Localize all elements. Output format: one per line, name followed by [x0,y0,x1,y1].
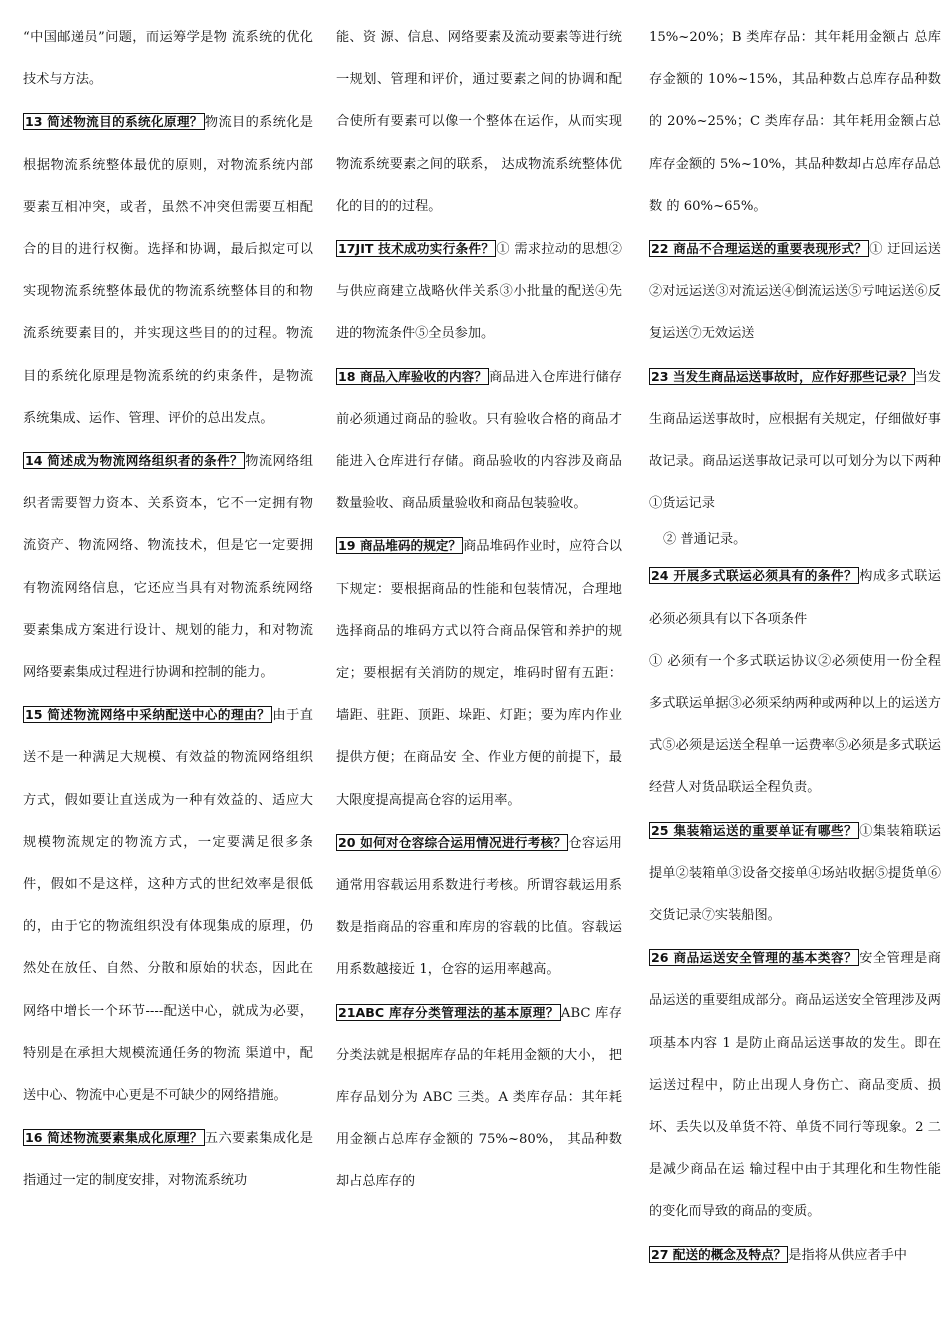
paragraph-text: 物流网络组织者需要智力资本、关系资本，它不一定拥有物流资产、物流网络、物流技术，但是它一定要拥有物流网络信息，它还应当具有对物流系统网络要素集成方案进行设计、规划的能力，和对物流网络要素集成过程进行协调和控制的能力。 [23,454,314,681]
paragraph-text: “中国邮递员”问题，而运筹学是物 流系统的优化技术与方法。 [23,30,313,88]
paragraph [336,822,622,992]
paragraph-text: 物流目的系统化是根据物流系统整体最优的原则，对物流系统内部 要素互相冲突，或者，虽然不冲突但需要互相配合的目的进行权衡。选择和协调，最后拟定可以实现物流系统整体最优的物流系统整体目的和物流系统要素目的，并实现这些目的的过程。物流目的系统化原理是物流系统的约束条件，是物流系统集成、运作、管理、评价的总出发点。 [23,115,313,426]
paragraph-text: 五六要素集成化是指通过一定的制度安排，对物流系统功 [23,1131,313,1189]
question-heading: 24 开展多式联运必须具有的条件？ [651,568,858,584]
question-heading: 20 如何对仓容综合运用情况进行考核？ [338,834,567,850]
paragraph [649,525,941,555]
question-heading: 25 集装箱运送的重要单证有哪些？ [651,822,858,838]
question-heading: 22 商品不合理运送的重要表现形式？ [651,241,868,257]
question-heading: 23 当发生商品运送事故时，应作好那些记录？ [651,368,913,384]
paragraph [649,810,941,938]
paragraph [23,440,313,694]
paragraph-text: ① 必须有一个多式联运协议②必须使用一份全程多式联运单据③必须采纳两种或两种以上的运送方式⑤必须是运送全程单一运费率⑤必须是多式联运经营人对货品联运全程负责。 [649,653,941,796]
paragraph [649,641,941,810]
paragraph-text: ABC 库存分类法就是根据库存品的年耗用金额的大小， 把库存品划分为 ABC 三类。A 类库存品：其年耗用金额占总库存金额的 75%~80%， 其品种数却占总库存的 [336,1005,622,1190]
paragraph [336,228,622,356]
paragraph [649,937,941,1233]
paragraph [23,101,313,440]
paragraph [649,228,941,356]
paragraph [649,555,941,640]
paragraph-text: 当发生商品运送事故时，应根据有关规定，仔细做好事故记录。商品运送事故记录可以可划分为以下两种①货运记录 [649,369,941,512]
paragraph [23,17,313,101]
paragraph-text: ① 需求拉动的思想②与供应商建立战略伙伴关系③小批量的配送④先进的物流条件⑤全员参加。 [336,242,622,342]
question-heading: 27 配送的概念及特点？ [651,1246,787,1262]
question-heading: 21ABC 库存分类管理法的基本原理？ [338,1004,559,1020]
paragraph [23,694,313,1117]
paragraph [649,356,941,526]
question-heading: 13 简述物流目的系统化原理？ [25,114,203,130]
question-heading: 18 商品入库验收的内容？ [338,368,488,384]
column-middle [336,17,622,1204]
question-heading: 15 简述物流网络中采纳配送中心的理由？ [25,707,271,723]
paragraph-text: 商品进入仓库进行储存前必须通过商品的验收。只有验收合格的商品才能进入仓库进行存储。商品验收的内容涉及商品数量验收、商品质量验收和商品包装验收。 [336,369,622,512]
question-heading: 14 简述成为物流网络组织者的条件？ [25,453,244,469]
paragraph-text: 构成多式联运必须必须具有以下各项条件 [649,569,941,627]
paragraph-text: 是指将从供应者手中 [788,1247,907,1263]
paragraph [336,17,622,228]
paragraph [336,356,622,526]
paragraph-text: ② 普通记录。 [663,532,747,548]
paragraph [649,17,941,228]
paragraph-text: 能、资 源、信息、网络要素及流动要素等进行统一规划、管理和评价，通过要素之间的协调和配合使所有要素可以像一个整体在运作，从而实现物流系统要素之间的联系， 达成物流系统整体优化的目的的过程。 [336,30,622,214]
column-left [23,17,313,1203]
paragraph [336,992,622,1204]
question-heading: 16 简述物流要素集成化原理？ [25,1130,203,1146]
paragraph [649,1234,941,1277]
question-heading: 26 商品运送安全管理的基本类容？ [651,950,858,966]
column-right [649,17,941,1277]
paragraph-text: 仓容运用通常用容载运用系数进行考核。所谓容载运用系数是指商品的容重和库房的容载的比值。容载运用系数越接近 1，仓容的运用率越高。 [336,835,622,978]
paragraph-text: ① 迂回运送②对远运送③对流运送④倒流运送⑤亏吨运送⑥反复运送⑦无效运送 [649,242,941,342]
paragraph [23,1117,313,1202]
paragraph-text: 由于直送不是一种满足大规模、有效益的物流网络组织 方式，假如要让直送成为一种有效益的、适应大规模物流规定的物流方式，一定要满足很多条件，假如不是这样，这种方式的世纪效率是很低的，由于它的物流组织没有体现集成的原理，仍然处在放任、自然、分散和原始的状态，因此在网络中增长一个环节----配送中心，就成为必要，特别是在承担大规模流通任务的物流 渠道中，配送中心、物流中心更是不可缺少的网络措施。 [23,708,313,1104]
paragraph-text: ①集装箱联运提单②装箱单③设备交接单④场站收据⑤提货单⑥交货记录⑦实装船图。 [649,823,941,924]
paragraph-text: 安全管理是商品运送的重要组成部分。商品运送安全管理涉及两项基本内容 1 是防止商品运送事故的发生。即在运送过程中，防止出现人身伤亡、商品变质、损坏、丢失以及单货不符、单货不同行等现象。2 二是减少商品在运 输过程中由于其理化和生物性能的变化而导致的商品的变质。 [649,951,941,1220]
question-heading: 19 商品堆码的规定？ [338,538,462,554]
question-heading: 17JIT 技术成功实行条件？ [338,241,495,257]
paragraph-text: 15%~20%；B 类库存品：其年耗用金额占 总库存金额的 10%~15%，其品种数占总库存品种数的 20%~25%；C 类库存品：其年耗用金额占总库存金额的 5%~10%，其品种数却占总库存品总数 的 60%~65%。 [649,30,941,214]
paragraph [336,525,622,821]
paragraph-text: 商品堆码作业时，应符合以下规定：要根据商品的性能和包装情况，合理地 选择商品的堆码方式以符合商品保管和养护的规定；要根据有关消防的规定，堆码时留有五距：墙距、驻距、顶距、垛距、灯距；要为库内作业提供方便；在商品安 全、作业方便的前提下，最大限度提高提高仓容的运用率。 [336,539,622,808]
